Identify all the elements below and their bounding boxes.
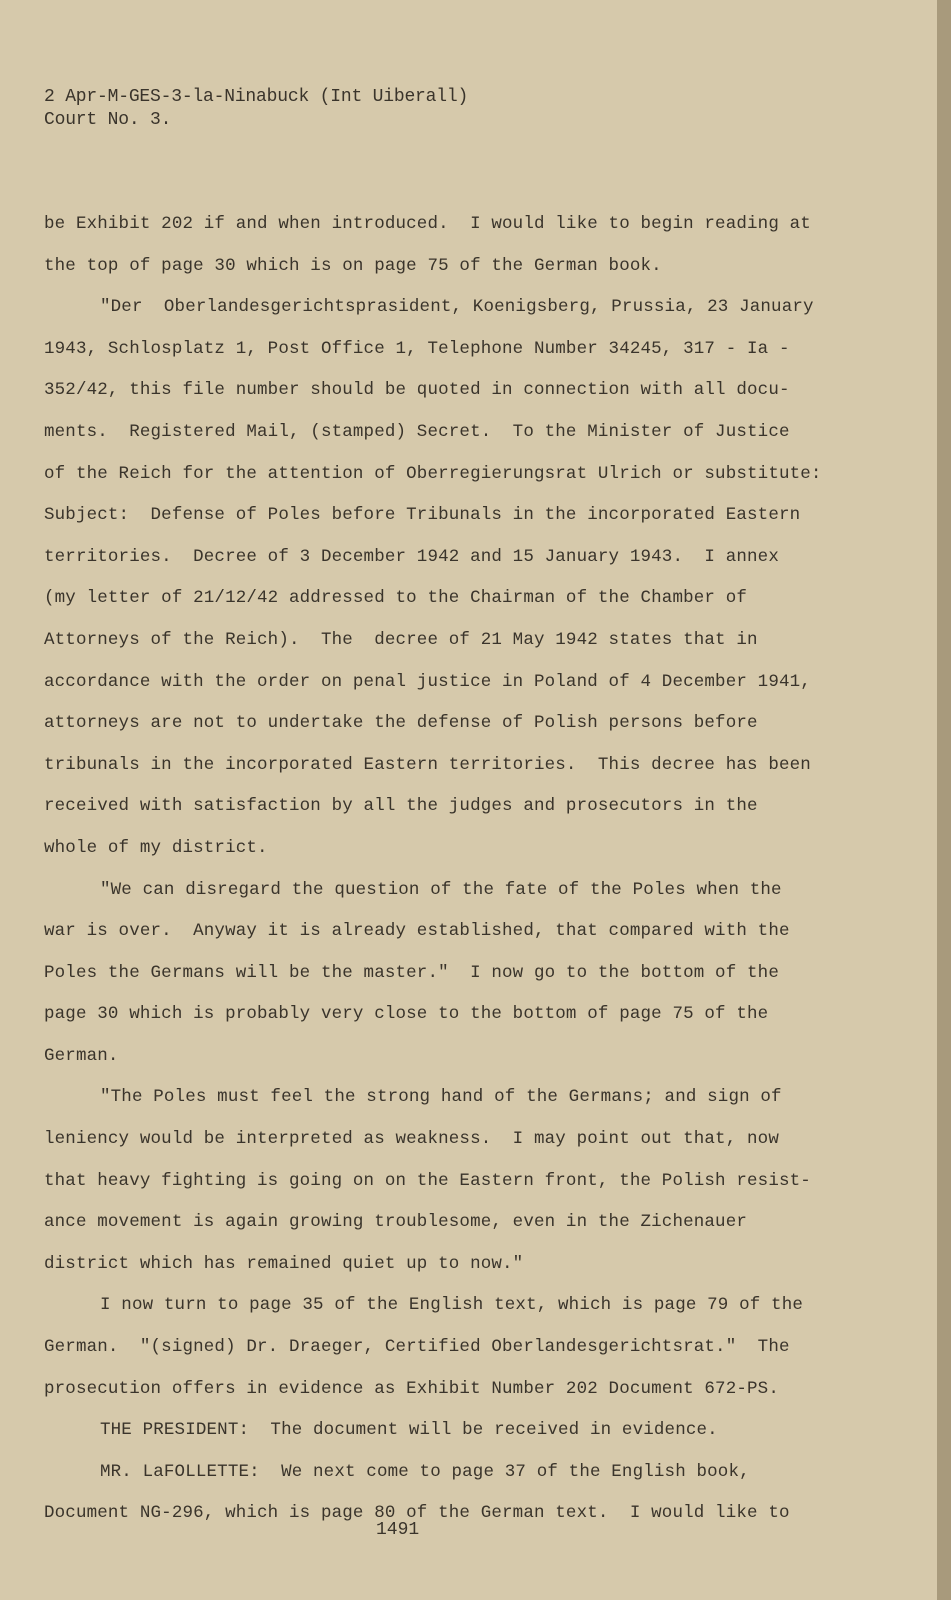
header-line: 2 Apr-M-GES-3-la-Ninabuck (Int Uiberall) (44, 87, 469, 107)
transcript-text (44, 204, 822, 1535)
text-line: German. (44, 1045, 119, 1066)
text-line: of the Reich for the attention of Oberregierungsrat Ulrich or substitute: (44, 463, 822, 484)
text-line: be Exhibit 202 if and when introduced. I would like to begin reading at (44, 214, 811, 234)
text-line: leniency would be interpreted as weakness. I may point out that, now (44, 1129, 779, 1150)
text-line: attorneys are not to undertake the defense of Polish persons before (44, 713, 758, 734)
text-line: received with satisfaction by all the judges and prosecutors in the (44, 796, 758, 817)
text-line: 352/42, this file number should be quoted in connection with all docu- (44, 380, 790, 401)
text-line: MR. LaFOLLETTE: We next come to page 37 of the English book, (100, 1461, 750, 1482)
text-line: German. "(signed) Dr. Draeger, Certified Oberlandesgerichtsrat." The (44, 1337, 790, 1358)
header-line: Court No. 3. (44, 110, 172, 130)
text-line: tribunals in the incorporated Eastern territories. This decree has been (44, 754, 811, 775)
text-line: Attorneys of the Reich). The decree of 21 May 1942 states that in (44, 629, 758, 650)
text-line: Poles the Germans will be the master." I now go to the bottom of the (44, 962, 779, 983)
text-line: district which has remained quiet up to now." (44, 1253, 524, 1274)
text-line: territories. Decree of 3 December 1942 and 15 January 1943. I annex (44, 546, 779, 567)
text-line: Document NG-296, which is page 80 of the German text. I would like to (44, 1503, 790, 1524)
text-line: prosecution offers in evidence as Exhibit Number 202 Document 672-PS. (44, 1378, 779, 1399)
page-number: 1491 (376, 1520, 420, 1540)
text-line: page 30 which is probably very close to the bottom of page 75 of the (44, 1004, 769, 1025)
text-line: I now turn to page 35 of the English text, which is page 79 of the (100, 1295, 804, 1316)
text-line: Subject: Defense of Poles before Tribunals in the incorporated Eastern (44, 505, 801, 526)
text-line: ments. Registered Mail, (stamped) Secret. To the Minister of Justice (44, 421, 790, 442)
text-line: war is over. Anyway it is already established, that compared with the (44, 921, 790, 942)
text-line: "Der Oberlandesgerichtsprasident, Koenigsberg, Prussia, 23 January (100, 297, 814, 318)
document-body (44, 86, 822, 1535)
text-line: accordance with the order on penal justice in Poland of 4 December 1941, (44, 671, 811, 692)
text-line: 1943, Schlosplatz 1, Post Office 1, Telephone Number 34245, 317 - Ia - (44, 338, 790, 359)
text-line: "We can disregard the question of the fate of the Poles when the (100, 879, 782, 900)
text-line: the top of page 30 which is on page 75 of the German book. (44, 255, 662, 276)
document-header (44, 86, 804, 132)
text-line: (my letter of 21/12/42 addressed to the Chairman of the Chamber of (44, 588, 748, 609)
text-line: THE PRESIDENT: The document will be received in evidence. (100, 1420, 718, 1441)
text-line: whole of my district. (44, 837, 268, 858)
text-line: "The Poles must feel the strong hand of the Germans; and sign of (100, 1087, 782, 1108)
text-line: that heavy fighting is going on on the Eastern front, the Polish resist- (44, 1170, 811, 1191)
text-line: ance movement is again growing troublesome, even in the Zichenauer (44, 1212, 748, 1233)
